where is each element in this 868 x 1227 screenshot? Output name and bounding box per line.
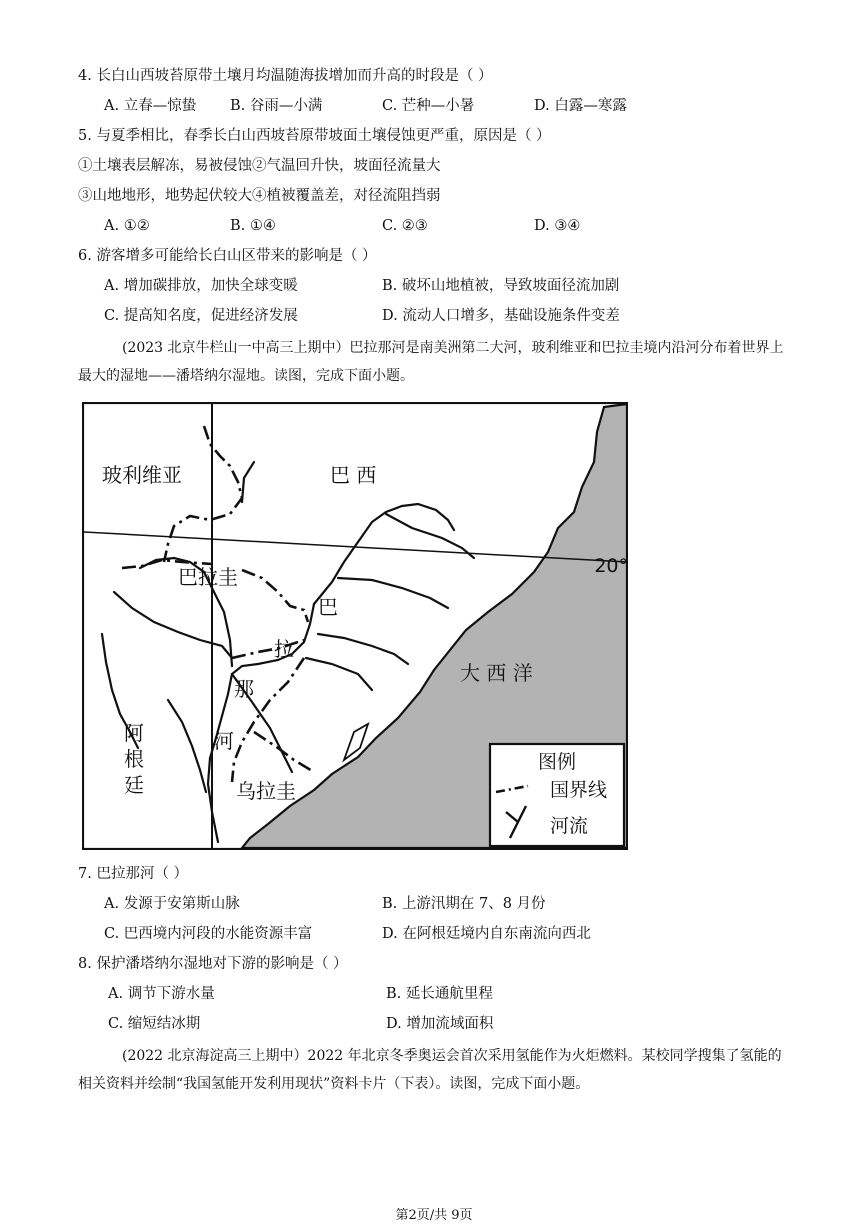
label-brazil: 巴 西 <box>330 463 377 487</box>
legend-title: 图例 <box>537 751 577 773</box>
q5-option-b: B. ①④ <box>230 218 276 234</box>
label-latitude-20: 20° <box>594 555 628 577</box>
label-argentina-1: 阿 <box>124 721 144 745</box>
q6-stem: 6. 游客增多可能给长白山区带来的影响是（ ） <box>78 248 377 264</box>
q7-option-c: C. 巴西境内河段的水能资源丰富 <box>104 926 313 942</box>
passage-paraguay-text: (2023 北京牛栏山一中高三上期中）巴拉那河是南美洲第二大河，玻利维亚和巴拉圭境内沿河分布着世界上最大的湿地——潘塔纳尔湿地。读图，完成下面小题。 <box>78 340 784 384</box>
page-number: 第2页/共 9页 <box>395 1208 473 1223</box>
label-river-ba: 巴 <box>318 595 338 619</box>
label-river-na: 那 <box>234 677 254 701</box>
q6-option-c: C. 提高知名度，促进经济发展 <box>104 308 298 324</box>
q5-item-1: ①土壤表层解冻，易被侵蚀②气温回升快，坡面径流量大 <box>78 158 441 174</box>
q8-stem: 8. 保护潘塔纳尔湿地对下游的影响是（ ） <box>78 956 348 972</box>
map-legend <box>490 744 624 846</box>
q6-option-b: B. 破坏山地植被，导致坡面径流加剧 <box>382 278 620 294</box>
q7-option-b: B. 上游汛期在 7、8 月份 <box>382 896 546 912</box>
q5-stem: 5. 与夏季相比，春季长白山西坡苔原带坡面土壤侵蚀更严重，原因是（ ） <box>78 128 551 144</box>
label-atlantic: 大 西 洋 <box>460 661 533 685</box>
q8-option-a: A. 调节下游水量 <box>108 986 215 1002</box>
q7-option-a: A. 发源于安第斯山脉 <box>104 896 240 912</box>
q4-option-d: D. 白露—寒露 <box>534 98 627 114</box>
q4-option-c: C. 芒种—小暑 <box>382 98 475 114</box>
q5-item-2: ③山地地形，地势起伏较大④植被覆盖差，对径流阻挡弱 <box>78 188 441 204</box>
legend-border-label: 国界线 <box>550 779 608 801</box>
q4-stem: 4. 长白山西坡苔原带土壤月均温随海拔增加而升高的时段是（ ） <box>78 68 493 84</box>
q7-stem: 7. 巴拉那河（ ） <box>78 866 189 882</box>
label-river-he: 河 <box>214 729 234 753</box>
label-uruguay: 乌拉圭 <box>236 779 296 803</box>
passage-hydrogen-text: (2022 北京海淀高三上期中）2022 年北京冬季奥运会首次采用氢能作为火炬燃料。某校同学搜集了氢能的相关资料并绘制“我国氢能开发利用现状”资料卡片（下表）。读图，完成下面小题。 <box>78 1048 782 1092</box>
legend-river-label: 河流 <box>550 815 589 837</box>
q7-option-d: D. 在阿根廷境内自东南流向西北 <box>382 926 591 942</box>
q6-option-a: A. 增加碳排放，加快全球变暖 <box>104 278 298 294</box>
q8-option-d: D. 增加流域面积 <box>386 1016 494 1032</box>
label-argentina-3: 廷 <box>124 773 144 797</box>
label-bolivia: 玻利维亚 <box>102 463 182 487</box>
q5-option-a: A. ①② <box>104 218 150 234</box>
q8-option-c: C. 缩短结冰期 <box>108 1016 201 1032</box>
passage-paraguay <box>78 334 790 390</box>
q6-option-d: D. 流动人口增多，基础设施条件变差 <box>382 308 620 324</box>
q4-option-b: B. 谷雨—小满 <box>230 98 323 114</box>
label-river-la: 拉 <box>274 637 294 661</box>
label-paraguay: 巴拉圭 <box>178 565 238 589</box>
parana-river-map <box>82 402 628 850</box>
passage-hydrogen <box>78 1042 790 1098</box>
q5-option-c: C. ②③ <box>382 218 428 234</box>
q5-option-d: D. ③④ <box>534 218 581 234</box>
q8-option-b: B. 延长通航里程 <box>386 986 493 1002</box>
q4-option-a: A. 立春—惊蛰 <box>104 98 197 114</box>
label-argentina-2: 根 <box>124 747 144 771</box>
